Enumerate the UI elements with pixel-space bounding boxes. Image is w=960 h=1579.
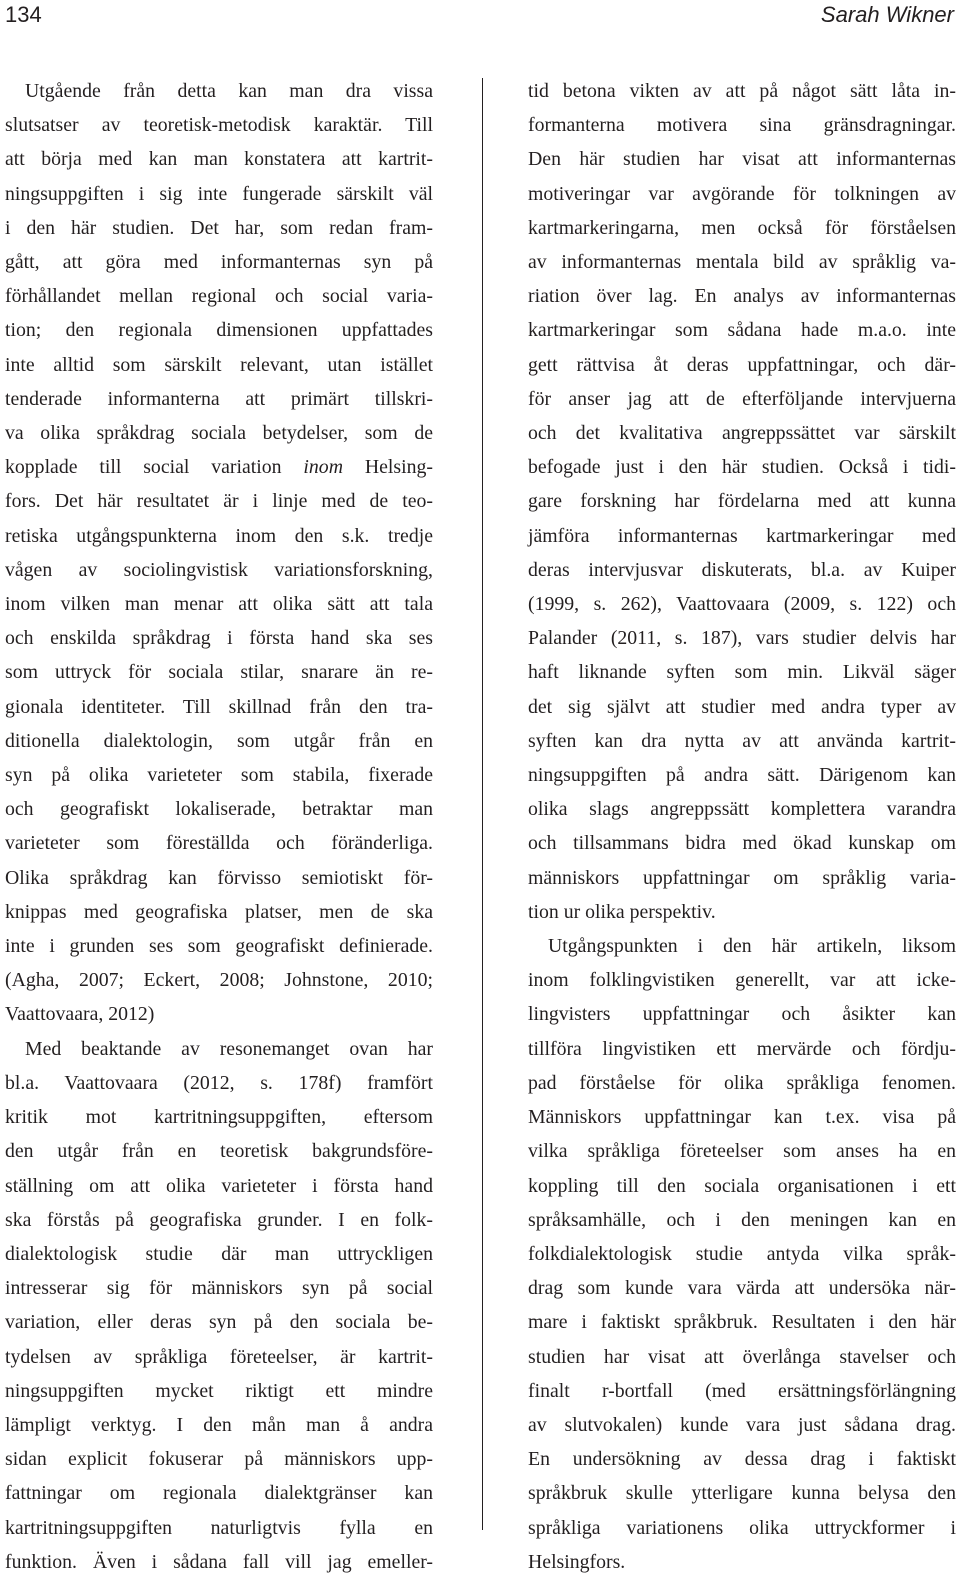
left-column-line: gått, att göra med informanternas syn på (5, 251, 433, 274)
right-column-line: jämföra informanternas kartmarkeringar med (528, 524, 956, 547)
right-column-line: Människors uppfattningar kan t.ex. visa på (528, 1106, 956, 1129)
right-column-line: motiveringar var avgörande för tolkningen av (528, 182, 956, 205)
right-column-line: vilka språkliga företeelser som anses ha en (528, 1140, 956, 1163)
right-column-line: syften kan dra nytta av att använda kartrit- (528, 729, 956, 752)
right-column-line: av informanternas mentala bild av språklig va- (528, 251, 956, 274)
right-column-line: folkdialektologisk studie antyda vilka språk- (528, 1242, 956, 1265)
left-column-line: tydelsen av språkliga företeelser, är kartrit- (5, 1345, 433, 1368)
right-column-line: koppling till den sociala organisationen i ett (528, 1174, 956, 1197)
left-text-column (5, 74, 433, 1579)
right-column-line: finalt r-bortfall (med ersättningsförlängning (528, 1379, 956, 1402)
right-column-line: haft liknande syften som min. Likväl säger (528, 661, 956, 684)
left-column-line: variation, eller deras syn på den sociala be- (5, 1311, 433, 1334)
left-column-line: inte alltid som särskilt relevant, utan istället (5, 353, 433, 376)
right-column-line: lingvisters uppfattningar och åsikter kan (528, 1003, 956, 1026)
right-column-line: Den här studien har visat att informanternas (528, 148, 956, 171)
left-column-line: gionala identiteter. Till skillnad från den tra- (5, 695, 433, 718)
left-column-line: Vaattovaara, 2012) (5, 1003, 155, 1026)
left-column-line: varieteter som föreställda och föränderliga. (5, 832, 433, 855)
right-column-line: ningsuppgiften på andra sätt. Därigenom kan (528, 764, 956, 787)
left-column-line: tion; den regionala dimensionen uppfattades (5, 319, 433, 342)
right-column-line: kartmarkeringar som sådana hade m.a.o. inte (528, 319, 956, 342)
left-column-line: som uttryck för sociala stilar, snarare än re- (5, 661, 433, 684)
left-column-line: fattningar om regionala dialektgränser kan (5, 1482, 433, 1505)
left-column-line: att börja med kan man konstatera att kartrit- (5, 148, 433, 171)
right-column-line: språksamhälle, och i den meningen kan en (528, 1208, 956, 1231)
right-column-line: inom folklingvistiken generellt, var att icke- (528, 969, 956, 992)
left-column-line: tenderade informanterna att primärt tillskri- (5, 387, 433, 410)
right-column-line: och tillsammans bidra med ökad kunskap om (528, 832, 956, 855)
right-column-line: språkbruk skulle ytterligare kunna belysa den (528, 1482, 956, 1505)
right-column-line: Utgångspunkten i den här artikeln, liksom (548, 935, 956, 958)
right-column-line: människors uppfattningar om språklig varia- (528, 866, 956, 889)
right-column-line: tillföra lingvistiken ett mervärde och fördju- (528, 1037, 956, 1060)
right-column-line: tion ur olika perspektiv. (528, 900, 716, 923)
left-column-line: förhållandet mellan regional och social varia- (5, 285, 433, 308)
right-column-line: drag som kunde vara värda att undersöka när- (528, 1277, 956, 1300)
right-column-line: Palander (2011, s. 187), vars studier delvis har (528, 627, 956, 650)
left-column-line: Utgående från detta kan man dra vissa (25, 80, 433, 102)
right-column-line: språkliga variationens olika uttryckformer i (528, 1516, 956, 1539)
left-column-line: vågen av sociolingvistisk variationsforskning, (5, 558, 433, 581)
left-column-line: bl.a. Vaattovaara (2012, s. 178f) framfört (5, 1071, 433, 1094)
column-divider (482, 78, 483, 1530)
left-column-line: va olika språkdrag sociala betydelser, som de (5, 422, 433, 445)
right-column-line: för anser jag att de efterföljande intervjuerna (528, 387, 956, 410)
right-text-column (528, 74, 956, 1579)
left-column-line: ditionella dialektologin, som utgår från en (5, 729, 433, 752)
right-column-line: det sig självt att studier med andra typer av (528, 695, 956, 718)
page-number: 134 (5, 2, 42, 27)
left-column-line: ningsuppgiften i sig inte fungerade särskilt väl (5, 182, 433, 205)
running-header-author: Sarah Wikner (820, 2, 954, 27)
left-column-line: knippas med geografiska platser, men de ska (5, 900, 433, 923)
right-column-line: mare i faktiskt språkbruk. Resultaten i den här (528, 1311, 956, 1334)
right-column-line: deras intervjusvar diskuterats, bl.a. av Kuiper (528, 558, 956, 581)
left-column-line: retiska utgångspunkterna inom den s.k. tredje (5, 524, 433, 547)
left-column-line: (Agha, 2007; Eckert, 2008; Johnstone, 2010; (5, 969, 433, 992)
right-column-line: befogade just i den här studien. Också i tidi- (528, 456, 956, 479)
right-column-line: studien har visat att överlånga stavelser och (528, 1345, 956, 1368)
left-column-line: kartritningsuppgiften naturligtvis fylla en (5, 1516, 433, 1539)
left-column-line: den utgår från en teoretisk bakgrundsföre- (5, 1140, 433, 1163)
right-column-line: pad förståelse för olika språkliga fenomen. (528, 1071, 956, 1094)
left-column-line: slutsatser av teoretisk-metodisk karaktär. Till (5, 114, 433, 137)
right-column-line: riation över lag. En analys av informanternas (528, 285, 956, 308)
left-column-line: och enskilda språkdrag i första hand ska ses (5, 627, 433, 650)
left-column-line: kritik mot kartritningsuppgiften, eftersom (5, 1106, 433, 1129)
left-column-line: ningsuppgiften mycket riktigt ett mindre (5, 1379, 433, 1402)
left-column-line: i den här studien. Det har, som redan fram- (5, 216, 433, 239)
left-column-line: funktion. Även i sådana fall vill jag emeller- (5, 1550, 433, 1573)
left-column-line: Med beaktande av resonemanget ovan har (25, 1037, 433, 1060)
right-column-line: kartmarkeringarna, men också för förståelsen (528, 216, 956, 239)
left-column-line: syn på olika varieteter som stabila, fixerade (5, 764, 433, 787)
right-column-line: (1999, s. 262), Vaattovaara (2009, s. 122) och (528, 593, 956, 616)
left-column-line: intresserar sig för människors syn på social (5, 1277, 433, 1300)
right-column-line: och det kvalitativa angreppssättet var särskilt (528, 422, 956, 445)
right-column-line: formanterna motivera sina gränsdragningar. (528, 114, 956, 137)
right-column-line: En undersökning av dessa drag i faktiskt (528, 1448, 956, 1471)
right-column-line: tid betona vikten av att på något sätt låta in- (528, 80, 956, 102)
left-column-line: ställning om att olika varieteter i första hand (5, 1174, 433, 1197)
right-column-line: gare forskning har fördelarna med att kunna (528, 490, 956, 513)
left-column-line: lämpligt verktyg. I den mån man å andra (5, 1413, 433, 1436)
left-column-line: fors. Det här resultatet är i linje med de teo- (5, 490, 433, 513)
right-column-line: Helsingfors. (528, 1550, 626, 1573)
left-column-line: och geografiskt lokaliserade, betraktar man (5, 798, 433, 821)
right-column-line: olika slags angreppssätt komplettera varandra (528, 798, 956, 821)
left-column-line: Olika språkdrag kan förvisso semiotiskt för- (5, 866, 433, 889)
left-column-line: inom vilken man menar att olika sätt att tala (5, 593, 433, 616)
right-column-line: gett rättvisa åt deras uppfattningar, och där- (528, 353, 956, 376)
left-column-line: ska förstås på geografiska grunder. I en folk- (5, 1208, 433, 1231)
left-column-line: inte i grunden ses som geografiskt definierade. (5, 935, 433, 958)
right-column-line: av slutvokalen) kunde vara just sådana drag. (528, 1413, 956, 1436)
left-column-line: kopplade till social variation inom Helsing- (5, 456, 433, 479)
left-column-line: dialektologisk studie där man uttryckligen (5, 1242, 433, 1265)
left-column-line: sidan explicit fokuserar på människors upp- (5, 1448, 433, 1471)
